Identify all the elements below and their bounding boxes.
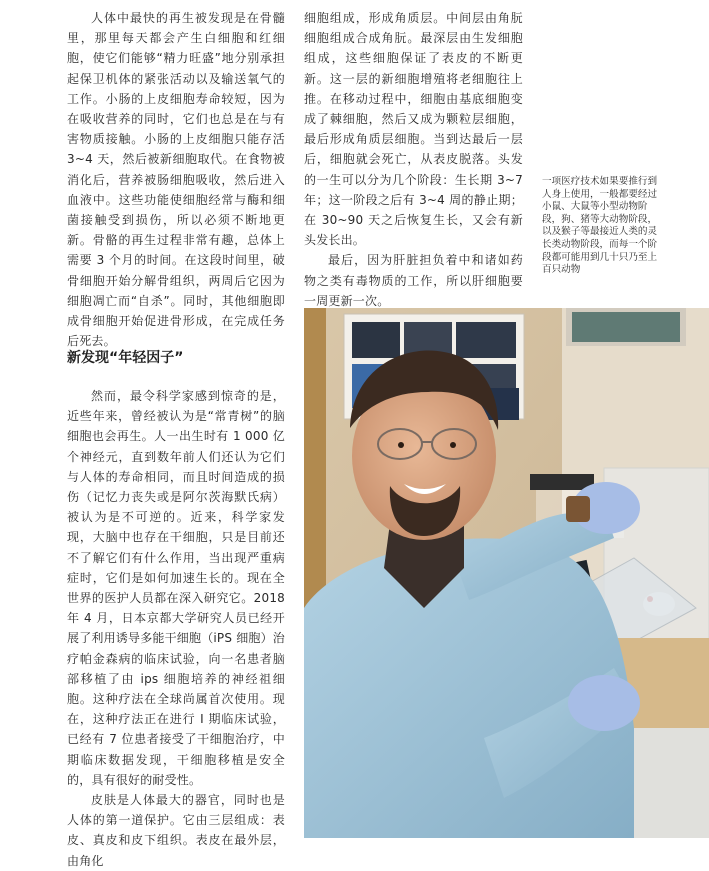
lab-photo — [304, 308, 709, 838]
section-heading: 新发现“年轻因子” — [67, 350, 184, 366]
paragraph-continued: 细胞组成，形成角质层。中间层由角朊细胞组成合成角朊。最深层由生发细胞组成，这些细胞保证了表皮的不断更新。这一层的新细胞增殖将老细胞往上推。在移动过程中，细胞由基底细胞变成了棘细胞，然后又成为颗粒层细胞，最后形成角质层细胞。当到达最后一层后，细胞就会死亡，从表皮脱落。头发的一生可以分为几个阶段：生长期 3~7 年；这一阶段之后有 3~4 周的静止期；在 30~90 天之后恢复生长，又会有新头发长出。 — [304, 11, 523, 248]
middle-column-text — [304, 8, 523, 311]
left-column-text — [67, 8, 285, 351]
paragraph: 最后，因为肝脏担负着中和诸如药物之类有毒物质的工作，所以肝细胞要一周更新一次。 — [304, 253, 523, 308]
paragraph: 然而，最令科学家感到惊奇的是，近些年来，曾经被认为是“常青树”的脑细胞也会再生。人一出生时有 1 000 亿个神经元，直到数年前人们还认为它们与人体的寿命相同，而且时间造成的损伤（记忆力丧失或是阿尔茨海默氏病）被认为是不可逆的。近来，科学家发现，大脑中也存在干细胞，只是目前还不了解它们有什么作用，当出现严重病症时，它们是如何加速生长的。现在全世界的医护人员都在深入研究它。2018 年 4 月，日本京都大学研究人员已经开展了利用诱导多能干细胞（iPS 细胞）治疗帕金森病的临床试验，向一名患者脑部移植了由 ips 细胞培养的神经祖细胞。这种疗法在全球尚属首次使用。现在，这种疗法正在进行 I 期临床试验，已经有 7 位患者接受了干细胞治疗，中期临床数据发现，干细胞移植是安全的，具有很好的耐受性。 — [67, 389, 286, 787]
section-body-text — [67, 386, 285, 871]
paragraph: 皮肤是人体最大的器官，同时也是人体的第一道保护。它由三层组成：表皮、真皮和皮下组织。表皮在最外层，由角化 — [67, 793, 285, 868]
photo-caption: 一项医疗技术如果要推行到人身上使用，一般都要经过小鼠、大鼠等小型动物阶段，狗、猪等大动物阶段，以及猴子等最接近人类的灵长类动物阶段，而每一个阶段都可能用到几十只乃至上百只动物 — [542, 176, 658, 276]
paragraph: 人体中最快的再生被发现是在骨髓里，那里每天都会产生白细胞和红细胞，使它们能够“精力旺盛”地分别承担起保卫机体的紧张活动以及输送氧气的工作。小肠的上皮细胞寿命较短，因为在吸收营养的同时，它们也总是在与有害物质接触。小肠的上皮细胞只能存活 3~4 天，然后被新细胞取代。在食物被消化后，营养被肠细胞吸收，然后进入血液中。这些功能使细胞经常与酶和细菌接触受到损伤，所以必须不断地更新。骨骼的再生过程非常有趣，总体上需要 3 个月的时间。在这段时间里，破骨细胞开始分解骨组织，两周后它因为细胞凋亡而“自杀”。同时，其他细胞即成骨细胞开始促进骨形成，在完成任务后死去。 — [67, 11, 285, 349]
